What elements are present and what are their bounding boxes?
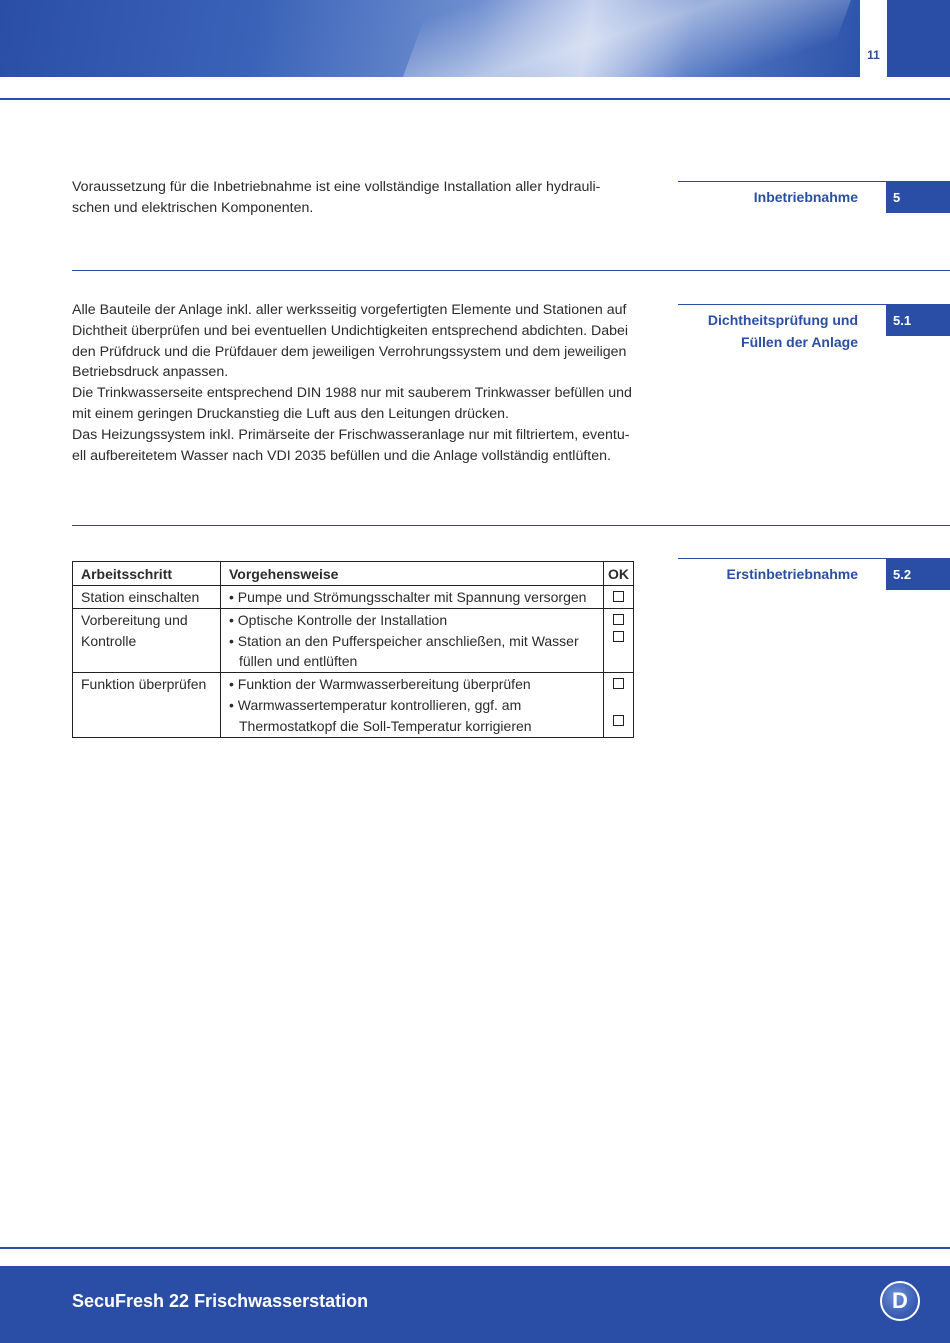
paragraph: Alle Bauteile der Anlage inkl. aller werksseitig vorgefertigten Elemente und Stationen auf Dichtheit überprüfen und bei eventuellen Undichtigkeiten entsprechend abdichten. Dabei den Prüfdruck und die Prüfdauer dem jeweiligen Verrohrungssystem und dem jeweiligen Betriebsdruck anpassen.	[72, 302, 629, 381]
heading-line: Dichtheitsprüfung und	[707, 312, 858, 328]
procedure-item: • Pumpe und Strömungsschalter mit Spannung versorgen	[229, 588, 587, 605]
paragraph: Das Heizungssystem inkl. Primärseite der Frischwasseranlage nur mit filtriertem, eventu-ell aufbereitetem Wasser nach VDI 2035 befüllen und die Anlage vollständig entlüften.	[72, 426, 630, 464]
column-header-step: Arbeitsschritt	[73, 562, 221, 586]
table-row	[73, 673, 634, 737]
procedure-item: • Warmwassertemperatur kontrollieren, ggf. am Thermostatkopf die Soll-Temperatur korrigieren	[229, 696, 532, 734]
table-row	[73, 608, 634, 672]
language-badge: D	[880, 1281, 920, 1321]
table-header-row	[73, 562, 634, 586]
header-tab	[887, 0, 950, 77]
page-number: 11	[867, 48, 880, 62]
section-divider	[72, 270, 950, 271]
column-header-ok: OK	[604, 562, 634, 586]
section-5-2-heading	[678, 563, 858, 585]
step-cell	[73, 608, 221, 672]
footer-divider	[0, 1247, 950, 1249]
header-banner	[0, 0, 860, 77]
step-label: Station einschalten	[81, 588, 200, 605]
procedure-cell	[221, 673, 604, 737]
commissioning-table	[72, 561, 634, 738]
ok-cell	[604, 673, 634, 737]
footer-band	[0, 1266, 950, 1343]
product-title: SecuFresh 22 Frischwasserstation	[72, 1291, 369, 1311]
ok-checkbox[interactable]	[613, 614, 624, 625]
procedure-item: • Station an den Pufferspeicher anschließen, mit Wasser füllen und entlüften	[229, 632, 579, 670]
ok-cell	[604, 585, 634, 608]
step-label: Funktion überprüfen	[81, 676, 207, 693]
ok-checkbox[interactable]	[613, 715, 624, 726]
procedure-cell	[221, 608, 604, 672]
section-5-heading	[678, 186, 858, 208]
heading-line: Füllen der Anlage	[741, 334, 858, 350]
header-divider	[0, 98, 950, 100]
column-header-procedure: Vorgehensweise	[221, 562, 604, 586]
procedure-item: • Optische Kontrolle der Installation	[229, 611, 448, 628]
ok-cell	[604, 608, 634, 672]
procedure-item: • Funktion der Warmwasserbereitung überprüfen	[229, 676, 531, 693]
paragraph: Voraussetzung für die Inbetriebnahme ist eine vollständige Installation aller hydrauli-schen und elektrischen Komponenten.	[72, 179, 601, 216]
step-label: Kontrolle	[81, 632, 137, 649]
table-row	[73, 585, 634, 608]
section-divider	[72, 525, 950, 526]
paragraph: Die Trinkwasserseite entsprechend DIN 1988 nur mit sauberem Trinkwasser befüllen und mit einem geringen Druckanstieg die Luft aus den Leitungen drücken.	[72, 385, 632, 422]
ok-checkbox[interactable]	[613, 591, 624, 602]
ok-checkbox[interactable]	[613, 678, 624, 689]
procedure-cell	[221, 585, 604, 608]
section-5-1-heading	[678, 309, 858, 353]
ok-checkbox[interactable]	[613, 631, 624, 642]
section-5-2-number: 5.2	[886, 559, 950, 590]
section-5-1-text	[72, 300, 637, 466]
section-5-number: 5	[886, 182, 950, 213]
step-label: Vorbereitung und	[81, 611, 188, 628]
heading-line: Erstinbetriebnahme	[726, 566, 858, 582]
section-5-text	[72, 177, 637, 219]
step-cell	[73, 585, 221, 608]
step-cell	[73, 673, 221, 737]
section-5-1-number: 5.1	[886, 305, 950, 336]
heading-line: Inbetriebnahme	[753, 189, 858, 205]
